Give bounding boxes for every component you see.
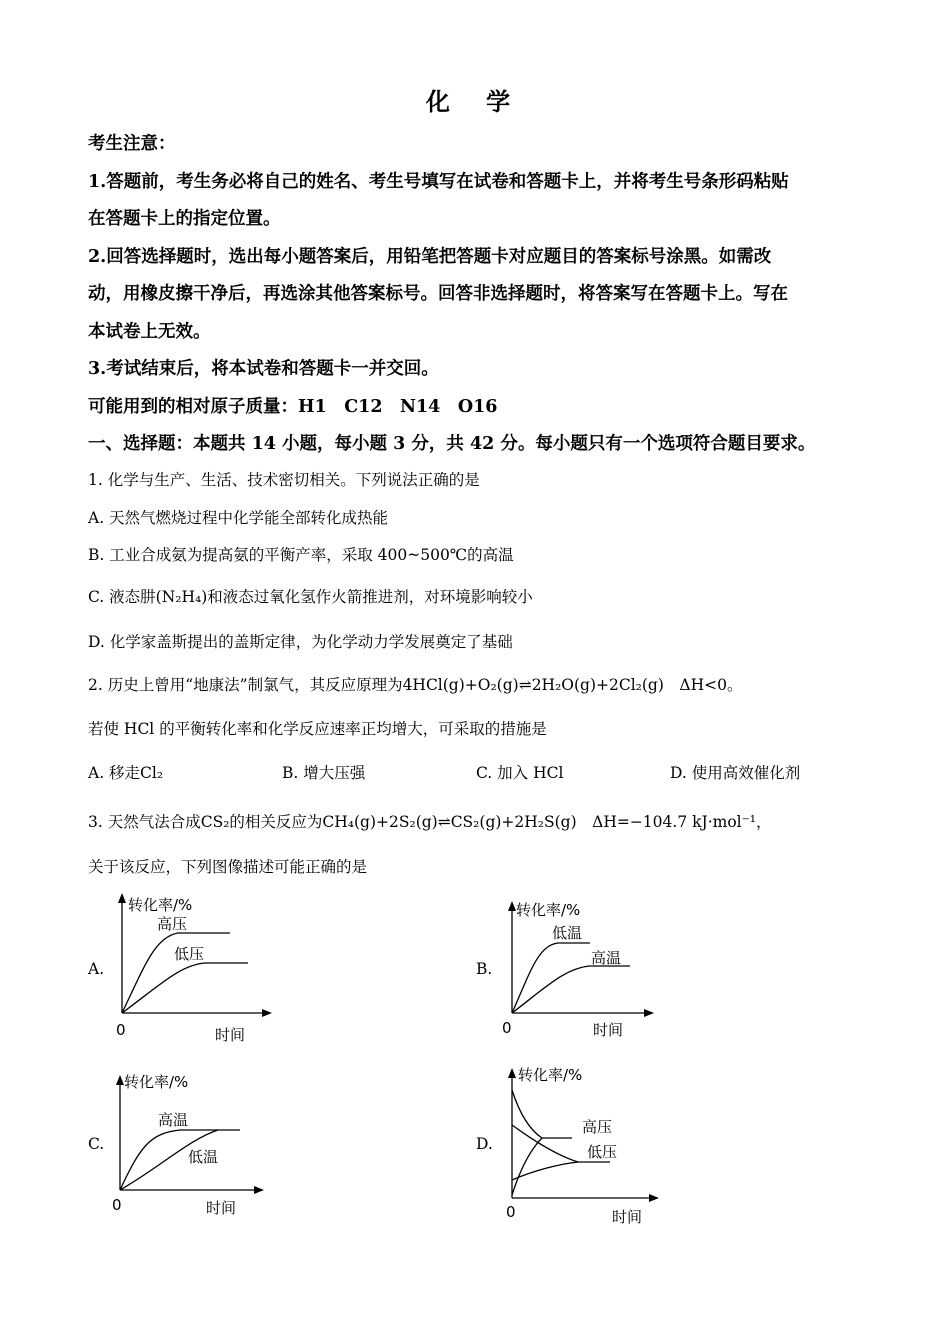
graph-c-lower-label: 低温 [188, 1148, 219, 1166]
graph-b-origin: 0 [502, 1019, 512, 1037]
graph-c-label: C. [88, 1135, 105, 1153]
graph-b [490, 893, 665, 1043]
graph-b-x-arrow [644, 1009, 654, 1017]
graph-a-y-title: 转化率/% [128, 896, 193, 914]
graph-d-label: D. [476, 1135, 493, 1153]
graph-c-y-title: 转化率/% [124, 1073, 189, 1091]
graph-c-origin: 0 [112, 1196, 122, 1214]
atomic-masses: 可能用到的相对原子质量：H1 C12 N14 O16 [88, 397, 498, 417]
q1-option-b: B. 工业合成氨为提高氨的平衡产率，采取 400~500℃的高温 [88, 546, 514, 564]
graph-b-upper-label: 低温 [552, 924, 583, 942]
q1-option-c: C. 液态肼(N₂H₄)和液态过氧化氢作火箭推进剂，对环境影响较小 [88, 588, 533, 606]
graph-d-y-title: 转化率/% [518, 1066, 583, 1084]
q2-option-a: A. 移走Cl₂ [88, 764, 164, 782]
q3-stem-cont: 关于该反应，下列图像描述可能正确的是 [88, 858, 368, 876]
graph-b-x-title: 时间 [593, 1021, 624, 1039]
graph-a-upper-label: 高压 [157, 915, 188, 933]
notice-item-2-cont: 动，用橡皮擦干净后，再选涂其他答案标号。回答非选择题时，将答案写在答题卡上。写在 [88, 284, 788, 304]
graph-b-y-title: 转化率/% [516, 901, 581, 919]
q1-stem: 1. 化学与生产、生活、技术密切相关。下列说法正确的是 [88, 471, 480, 489]
graph-a-y-arrow [118, 893, 126, 903]
notice-item-2: 2.回答选择题时，选出每小题答案后，用铅笔把答题卡对应题目的答案标号涂黑。如需改 [88, 247, 772, 267]
graph-a [100, 885, 280, 1050]
notice-heading: 考生注意： [88, 134, 176, 154]
graph-d-x-arrow [649, 1194, 659, 1202]
graph-c-upper-label: 高温 [158, 1111, 189, 1129]
graph-b-lower-label: 高温 [591, 949, 622, 967]
q2-option-d: D. 使用高效催化剂 [670, 764, 801, 782]
notice-item-1-cont: 在答题卡上的指定位置。 [88, 209, 281, 229]
graph-a-lower-label: 低压 [174, 945, 205, 963]
graph-d-lower-rising [512, 1162, 578, 1180]
graph-d-upper-label: 高压 [582, 1118, 613, 1136]
q2-option-b: B. 增大压强 [282, 764, 366, 782]
graph-d-y-arrow [508, 1068, 516, 1078]
q1-option-d: D. 化学家盖斯提出的盖斯定律，为化学动力学发展奠定了基础 [88, 633, 513, 651]
q2-stem-cont: 若使 HCl 的平衡转化率和化学反应速率正均增大，可采取的措施是 [88, 720, 547, 738]
graph-c-upper-curve [120, 1130, 240, 1190]
graph-d-origin: 0 [506, 1203, 516, 1221]
graph-c-x-arrow [254, 1186, 264, 1194]
graph-d [490, 1060, 670, 1230]
q2-option-c: C. 加入 HCl [476, 764, 564, 782]
graph-a-lower-curve [122, 963, 248, 1013]
graph-b-y-arrow [508, 901, 516, 911]
page-title: 化 学 [425, 87, 525, 116]
graph-b-upper-curve [512, 943, 590, 1013]
graph-a-x-arrow [262, 1009, 272, 1017]
q2-stem: 2. 历史上曾用“地康法”制氯气，其反应原理为4HCl(g)+O₂(g)⇌2H₂O(g)+2Cl₂(g) ΔH<0。 [88, 676, 743, 694]
graph-b-label: B. [476, 960, 493, 978]
graph-c-y-arrow [116, 1075, 124, 1085]
graph-a-origin: 0 [116, 1021, 126, 1039]
graph-d-lower-label: 低压 [587, 1143, 618, 1161]
q1-option-a: A. 天然气燃烧过程中化学能全部转化成热能 [88, 509, 389, 527]
graph-a-x-title: 时间 [215, 1026, 246, 1044]
notice-item-3: 3.考试结束后，将本试卷和答题卡一并交回。 [88, 359, 439, 379]
notice-item-2-cont2: 本试卷上无效。 [88, 322, 211, 342]
graph-c-x-title: 时间 [206, 1199, 237, 1217]
graph-c [100, 1067, 275, 1222]
section-heading: 一、选择题：本题共 14 小题，每小题 3 分，共 42 分。每小题只有一个选项符合题目要求。 [88, 434, 816, 454]
graph-d-upper-rising [512, 1138, 542, 1195]
q3-stem: 3. 天然气法合成CS₂的相关反应为CH₄(g)+2S₂(g)⇌CS₂(g)+2H₂S(g) ΔH=−104.7 kJ·mol⁻¹， [88, 813, 772, 831]
graph-a-label: A. [88, 960, 105, 978]
graph-d-x-title: 时间 [612, 1208, 643, 1226]
notice-item-1: 1.答题前，考生务必将自己的姓名、考生号填写在试卷和答题卡上，并将考生号条形码粘贴 [88, 172, 789, 192]
